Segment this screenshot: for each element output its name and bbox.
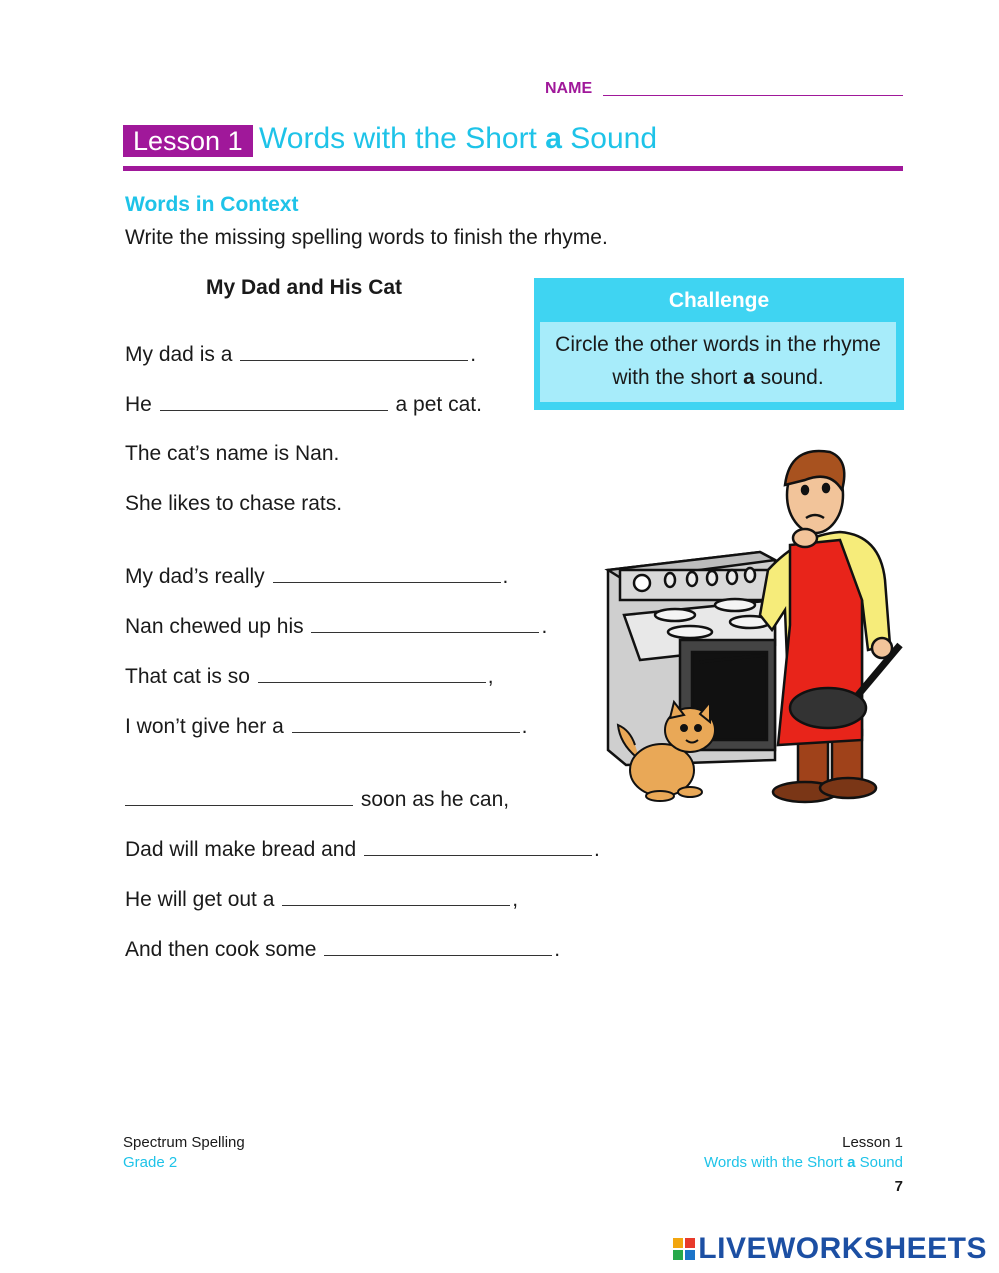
answer-blank[interactable] (324, 937, 552, 956)
lesson-title: Words with the Short a Sound (259, 122, 658, 155)
lesson-badge: Lesson 1 (123, 125, 253, 157)
poem-title: My Dad and His Cat (206, 276, 403, 299)
answer-blank[interactable] (273, 564, 501, 583)
brand-name: LIVEWORKSHEETS (698, 1232, 987, 1265)
section-heading: Words in Context (125, 193, 299, 216)
challenge-text: Circle the other words in the rhyme with the short a sound. (540, 322, 896, 402)
poem-line: And then cook some . (125, 938, 561, 961)
poem-line: He will get out a , (125, 888, 519, 911)
answer-blank[interactable] (160, 392, 388, 411)
footer-topic: Words with the Short a Sound (703, 1154, 903, 1171)
poem-line: My dad is a . (125, 343, 477, 366)
answer-blank[interactable] (364, 837, 592, 856)
answer-blank[interactable] (282, 887, 510, 906)
title-divider (123, 166, 903, 171)
instructions: Write the missing spelling words to finish the rhyme. (125, 226, 608, 249)
dad-stove-cat-illustration (600, 440, 910, 820)
poem-line: That cat is so , (125, 665, 494, 688)
poem-line: I won’t give her a . (125, 715, 528, 738)
poem-line: He a pet cat. (125, 393, 482, 416)
footer-grade: Grade 2 (123, 1154, 178, 1171)
poem-line: Nan chewed up his . (125, 615, 548, 638)
poem-line: She likes to chase rats. (125, 492, 343, 515)
answer-blank[interactable] (125, 787, 353, 806)
page-number: 7 (894, 1178, 903, 1195)
answer-blank[interactable] (258, 664, 486, 683)
brand-logo[interactable] (667, 1232, 987, 1264)
footer-series: Spectrum Spelling (123, 1134, 245, 1151)
name-label: NAME (545, 80, 593, 97)
answer-blank[interactable] (292, 714, 520, 733)
poem-line: Dad will make bread and . (125, 838, 600, 861)
answer-blank[interactable] (240, 342, 468, 361)
challenge-heading: Challenge (668, 289, 770, 312)
name-field-row (545, 80, 905, 102)
footer-lesson: Lesson 1 (842, 1134, 903, 1151)
challenge-box (534, 278, 904, 410)
poem-line: My dad’s really . (125, 565, 509, 588)
name-line[interactable] (603, 95, 903, 96)
poem-line: soon as he can, (125, 787, 509, 812)
poem-line: The cat’s name is Nan. (125, 442, 340, 465)
answer-blank[interactable] (311, 614, 539, 633)
liveworksheets-logo-icon (673, 1238, 695, 1260)
